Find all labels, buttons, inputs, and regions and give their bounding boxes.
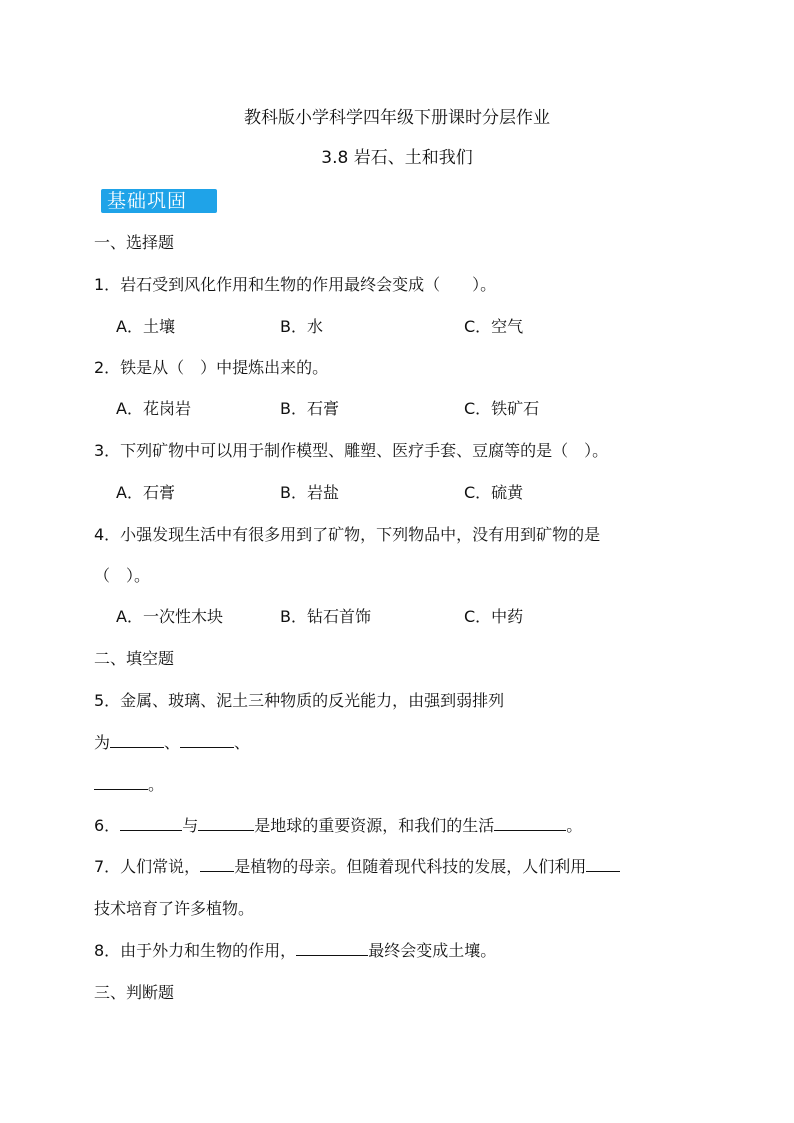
question-7-line-1 <box>94 857 620 877</box>
q8-blank[interactable] <box>296 941 368 956</box>
q6-blank-2[interactable] <box>198 816 254 831</box>
q8-prefix: 8．由于外力和生物的作用， <box>94 941 297 960</box>
q7-blank-1[interactable] <box>200 857 234 872</box>
section-heading-choice: 一、选择题 <box>94 233 175 252</box>
q3-option-c: C．硫黄 <box>464 483 524 502</box>
q5-prefix: 为 <box>94 733 111 752</box>
document-title: 教科版小学科学四年级下册课时分层作业 <box>244 108 550 128</box>
q6-blank-3[interactable] <box>494 816 566 831</box>
q3-option-a: A．石膏 <box>116 483 175 502</box>
q5-blank-2[interactable] <box>180 733 234 748</box>
question-4-line-1: 4．小强发现生活中有很多用到了矿物，下列物品中，没有用到矿物的是 <box>94 525 601 544</box>
q7-blank-2[interactable] <box>586 857 620 872</box>
question-8 <box>94 941 496 961</box>
q4-option-a: A．一次性木块 <box>116 607 223 626</box>
q2-option-a: A．花岗岩 <box>116 399 191 418</box>
q2-option-c: C．铁矿石 <box>464 399 540 418</box>
section-badge: 基础巩固 <box>101 189 217 213</box>
q7-prefix: 7．人们常说， <box>94 857 201 876</box>
question-5-line-2 <box>94 733 250 753</box>
q5-separator-2: 、 <box>234 733 251 752</box>
question-7-line-2: 技术培育了许多植物。 <box>94 899 255 918</box>
q8-suffix: 最终会变成土壤。 <box>368 941 497 960</box>
q1-option-a: A．土壤 <box>116 317 175 336</box>
q5-separator-1: 、 <box>164 733 181 752</box>
q6-prefix: 6． <box>94 816 121 835</box>
lesson-subtitle: 3.8 岩石、土和我们 <box>321 148 473 168</box>
question-5-line-1: 5．金属、玻璃、泥土三种物质的反光能力，由强到弱排列 <box>94 691 505 710</box>
q5-blank-1[interactable] <box>110 733 164 748</box>
q7-mid: 是植物的母亲。但随着现代科技的发展，人们利用 <box>234 857 587 876</box>
q1-option-b: B．水 <box>280 317 323 336</box>
q5-blank-3[interactable] <box>94 775 148 790</box>
q6-blank-1[interactable] <box>120 816 182 831</box>
q2-option-b: B．石膏 <box>280 399 339 418</box>
question-2: 2．铁是从（ ）中提炼出来的。 <box>94 358 329 377</box>
q1-option-c: C．空气 <box>464 317 524 336</box>
q4-option-c: C．中药 <box>464 607 524 626</box>
section-heading-judge: 三、判断题 <box>94 983 175 1002</box>
q4-option-b: B．钻石首饰 <box>280 607 371 626</box>
question-3: 3．下列矿物中可以用于制作模型、雕塑、医疗手套、豆腐等的是（ ）。 <box>94 441 609 460</box>
q3-option-b: B．岩盐 <box>280 483 339 502</box>
q6-mid-2: 是地球的重要资源，和我们的生活 <box>254 816 495 835</box>
q5-suffix: 。 <box>148 775 165 794</box>
question-1: 1．岩石受到风化作用和生物的作用最终会变成（ ）。 <box>94 275 497 294</box>
question-5-line-3 <box>94 775 164 795</box>
question-6 <box>94 816 582 836</box>
section-heading-fill: 二、填空题 <box>94 649 175 668</box>
q6-suffix: 。 <box>566 816 583 835</box>
question-4-line-2: （ ）。 <box>94 566 151 585</box>
q6-mid-1: 与 <box>182 816 199 835</box>
